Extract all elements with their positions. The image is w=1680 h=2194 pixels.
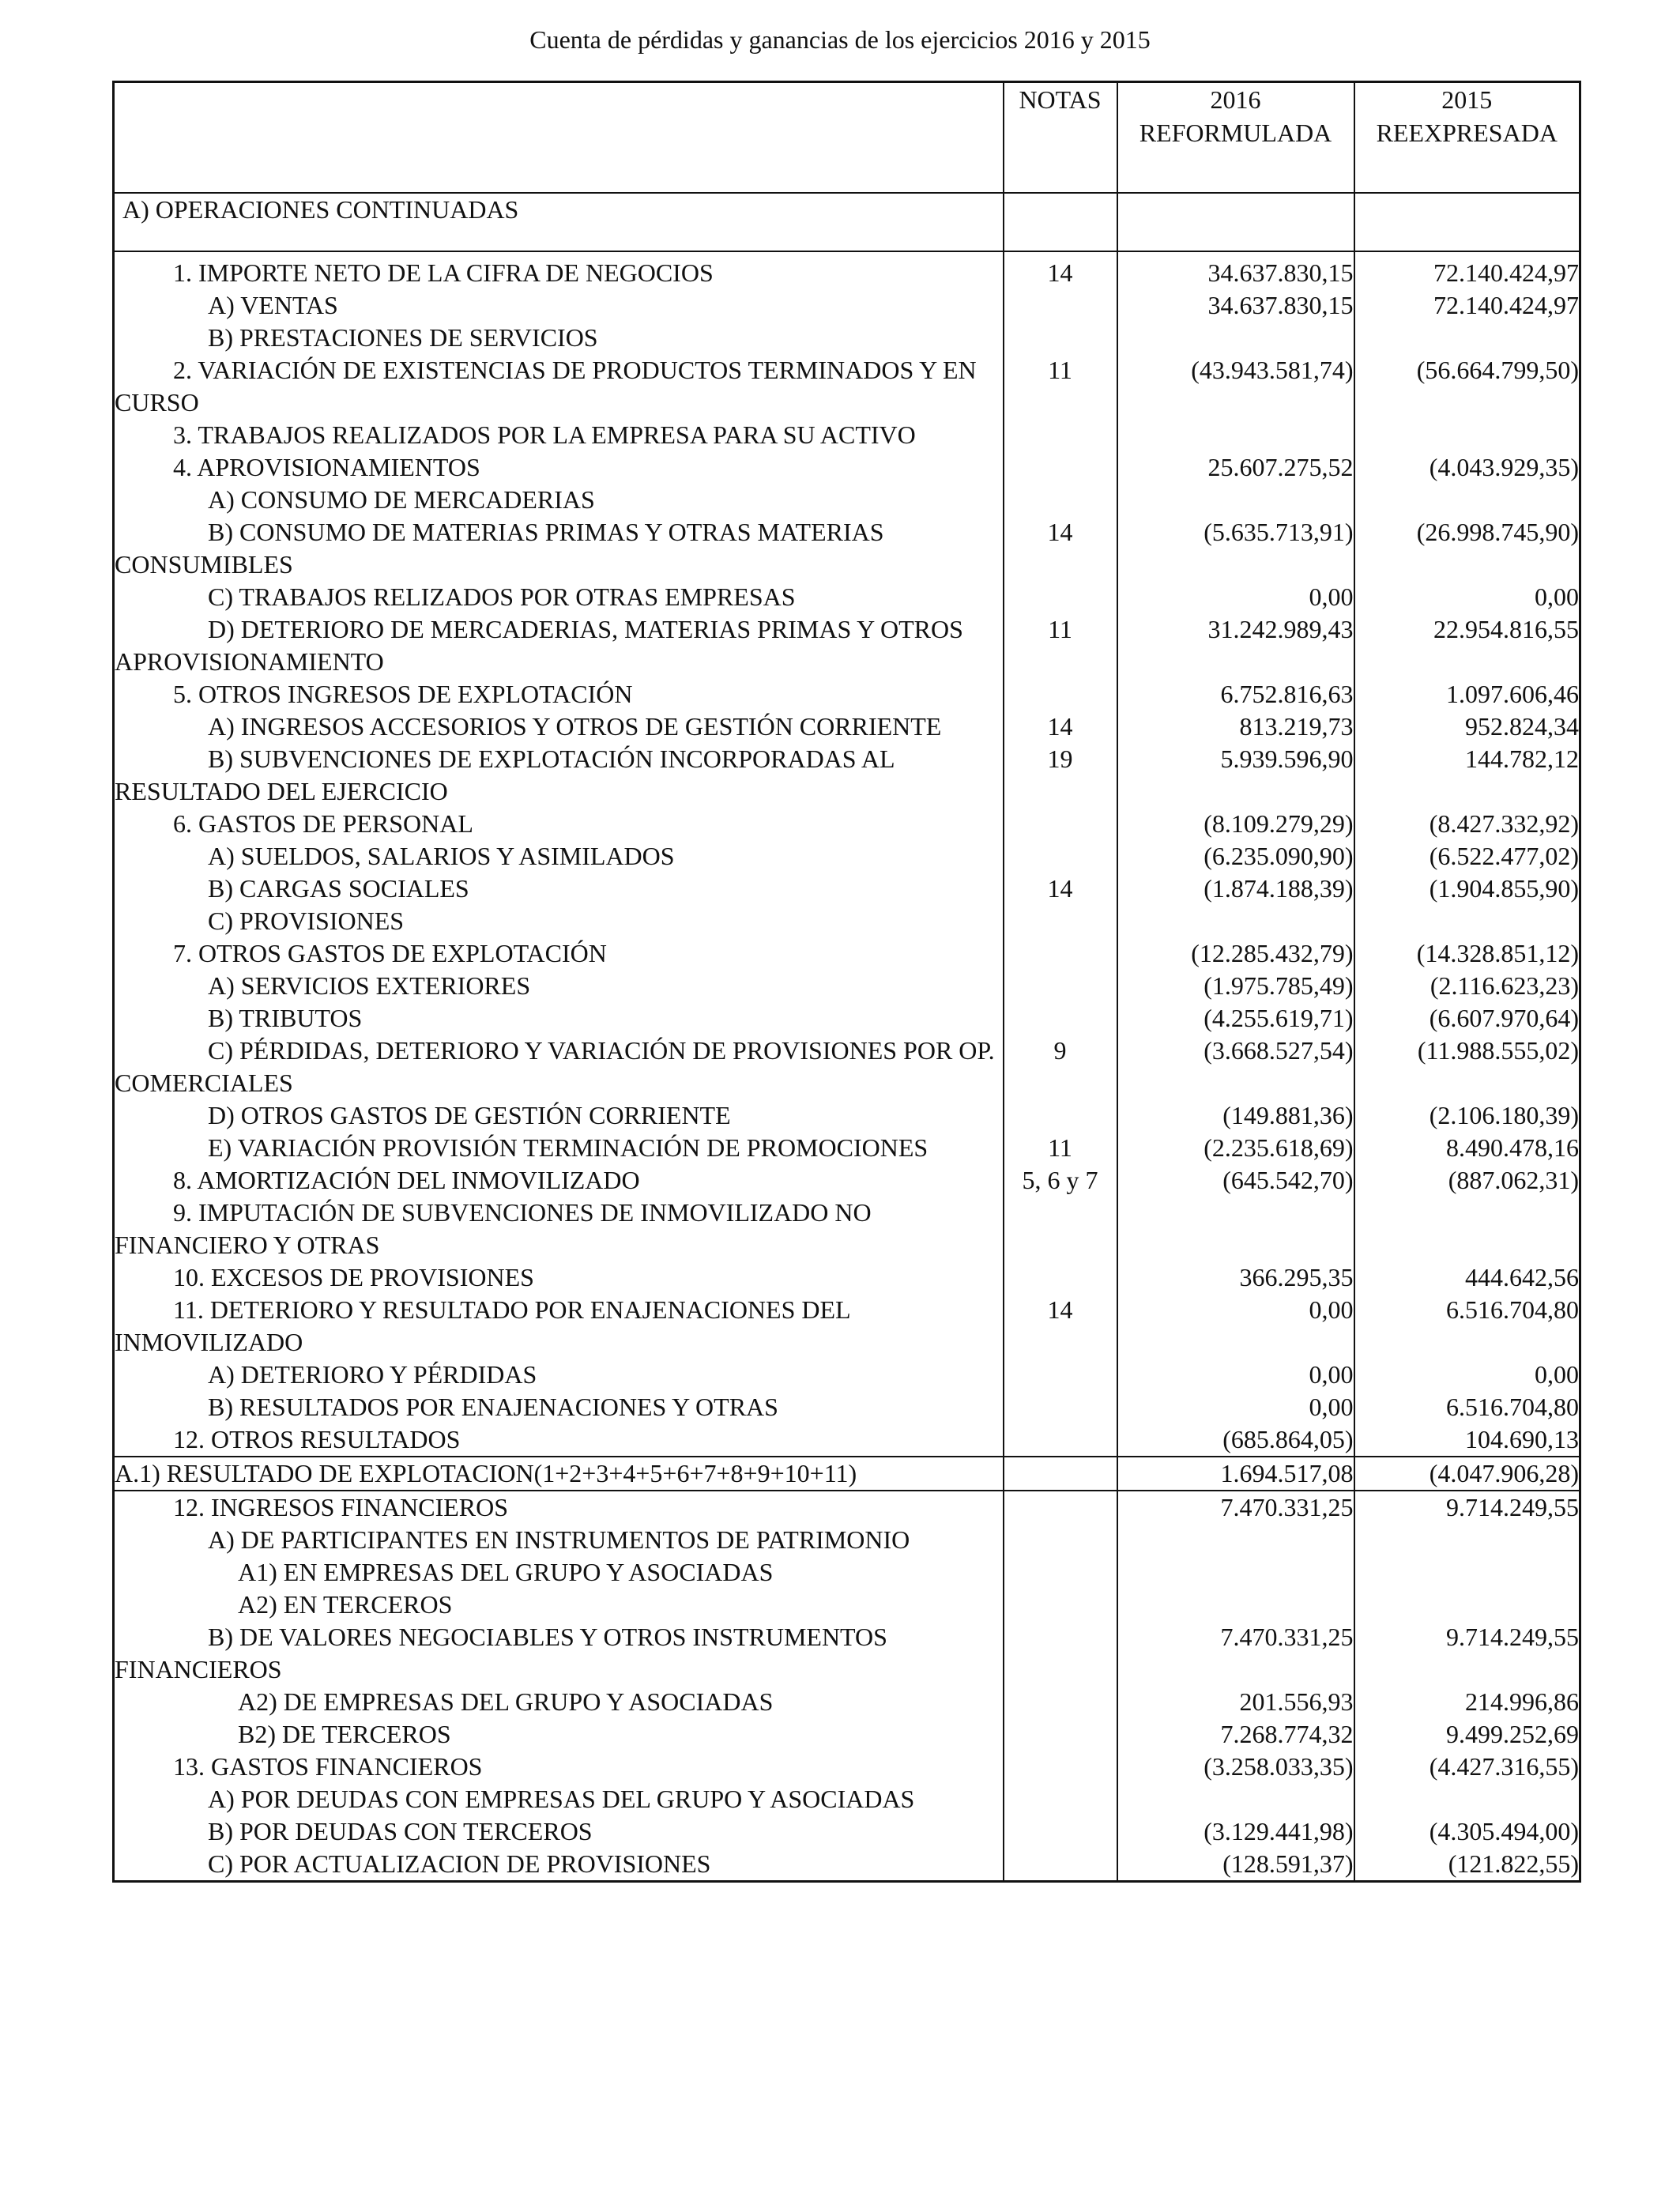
row-value-2015 (1354, 905, 1580, 937)
row-value-2016: 813.219,73 (1117, 711, 1354, 743)
row-label-cell (114, 1164, 1004, 1197)
row-nota: 11 (1004, 613, 1117, 678)
row-label-cell (114, 1524, 1004, 1556)
row-label-cell (114, 1457, 1004, 1491)
row-value-2015: (2.106.180,39) (1354, 1099, 1580, 1132)
row-value-2016: (4.255.619,71) (1117, 1002, 1354, 1035)
table-row (114, 1164, 1580, 1197)
row-nota: 14 (1004, 251, 1117, 289)
row-value-2016 (1117, 1589, 1354, 1621)
table-row (114, 1848, 1580, 1882)
row-nota (1004, 1457, 1117, 1491)
row-label: B) TRIBUTOS (208, 1004, 363, 1032)
table-row (114, 1035, 1580, 1099)
row-label: B) RESULTADOS POR ENAJENACIONES Y OTRAS (208, 1393, 778, 1421)
row-label: B2) DE TERCEROS (238, 1720, 451, 1748)
row-label: A) SERVICIOS EXTERIORES (208, 971, 531, 1000)
row-label: A) INGRESOS ACCESORIOS Y OTROS DE GESTIÓN CORRIENTE (208, 712, 942, 741)
row-value-2016: (128.591,37) (1117, 1848, 1354, 1882)
row-label: A) SUELDOS, SALARIOS Y ASIMILADOS (208, 842, 675, 870)
row-value-2015 (1354, 419, 1580, 451)
row-label-cell (114, 451, 1004, 484)
row-nota (1004, 1751, 1117, 1783)
row-value-2016: (1.975.785,49) (1117, 970, 1354, 1002)
row-value-2015: (11.988.555,02) (1354, 1035, 1580, 1099)
table-row (114, 1294, 1580, 1359)
row-nota (1004, 1686, 1117, 1718)
row-value-2016: 34.637.830,15 (1117, 289, 1354, 322)
row-value-2016 (1117, 419, 1354, 451)
row-label-cell (114, 1815, 1004, 1848)
row-nota: 14 (1004, 711, 1117, 743)
header-2016 (1117, 82, 1354, 194)
row-label-cell (114, 1423, 1004, 1457)
row-value-2015: (8.427.332,92) (1354, 808, 1580, 840)
row-label-cell (114, 1621, 1004, 1686)
row-nota (1004, 1556, 1117, 1589)
row-value-2015: (121.822,55) (1354, 1848, 1580, 1882)
row-label-cell (114, 743, 1004, 808)
row-label-cell (114, 808, 1004, 840)
row-label-cell (114, 905, 1004, 937)
row-nota: 9 (1004, 1035, 1117, 1099)
row-label-cell (114, 613, 1004, 678)
header-2015-year: 2015 (1441, 85, 1493, 114)
row-label: 8. AMORTIZACIÓN DEL INMOVILIZADO (173, 1166, 640, 1194)
row-value-2015: (4.043.929,35) (1354, 451, 1580, 484)
row-label: 10. EXCESOS DE PROVISIONES (173, 1263, 534, 1291)
row-value-2016: (5.635.713,91) (1117, 516, 1354, 581)
row-value-2016: (685.864,05) (1117, 1423, 1354, 1457)
row-label-cell (114, 1589, 1004, 1621)
row-label: 11. DETERIORO Y RESULTADO POR ENAJENACIONES DEL INMOVILIZADO (115, 1295, 850, 1356)
section-2016 (1117, 193, 1354, 251)
table-row (114, 1491, 1580, 1524)
row-label-cell (114, 322, 1004, 354)
row-label: A) VENTAS (208, 291, 338, 319)
row-nota (1004, 937, 1117, 970)
table-row (114, 1686, 1580, 1718)
row-value-2015: (2.116.623,23) (1354, 970, 1580, 1002)
row-value-2016: 34.637.830,15 (1117, 251, 1354, 289)
row-nota (1004, 840, 1117, 873)
row-value-2016 (1117, 1197, 1354, 1261)
header-2015 (1354, 82, 1580, 194)
table-row (114, 354, 1580, 419)
row-label: B) CONSUMO DE MATERIAS PRIMAS Y OTRAS MATERIAS CONSUMIBLES (115, 518, 884, 579)
row-value-2016: 7.268.774,32 (1117, 1718, 1354, 1751)
section-label: A) OPERACIONES CONTINUADAS (114, 193, 1004, 251)
row-nota: 5, 6 y 7 (1004, 1164, 1117, 1197)
row-label-cell (114, 1294, 1004, 1359)
row-label: A1) EN EMPRESAS DEL GRUPO Y ASOCIADAS (238, 1558, 774, 1586)
table-row (114, 1524, 1580, 1556)
row-value-2016 (1117, 1783, 1354, 1815)
table-row (114, 1718, 1580, 1751)
row-value-2016: (6.235.090,90) (1117, 840, 1354, 873)
row-nota (1004, 678, 1117, 711)
table-row (114, 743, 1580, 808)
row-label: D) DETERIORO DE MERCADERIAS, MATERIAS PRIMAS Y OTROS APROVISIONAMIENTO (115, 615, 963, 676)
row-value-2015 (1354, 1589, 1580, 1621)
row-nota (1004, 1524, 1117, 1556)
table-row (114, 1751, 1580, 1783)
row-nota (1004, 1491, 1117, 1524)
row-value-2015: 1.097.606,46 (1354, 678, 1580, 711)
table-row (114, 711, 1580, 743)
row-label-cell (114, 581, 1004, 613)
row-label: B) CARGAS SOCIALES (208, 874, 469, 903)
row-nota: 19 (1004, 743, 1117, 808)
table-row (114, 1556, 1580, 1589)
row-nota (1004, 1848, 1117, 1882)
row-label: A2) DE EMPRESAS DEL GRUPO Y ASOCIADAS (238, 1687, 774, 1716)
section-2015 (1354, 193, 1580, 251)
row-label: A) DETERIORO Y PÉRDIDAS (208, 1360, 537, 1389)
table-row (114, 289, 1580, 322)
row-nota (1004, 905, 1117, 937)
row-label-cell (114, 1718, 1004, 1751)
row-label-cell (114, 1391, 1004, 1423)
row-label-cell (114, 711, 1004, 743)
row-nota (1004, 1261, 1117, 1294)
row-label: B) POR DEUDAS CON TERCEROS (208, 1817, 593, 1845)
row-value-2015: 104.690,13 (1354, 1423, 1580, 1457)
row-label-cell (114, 516, 1004, 581)
row-value-2015: (1.904.855,90) (1354, 873, 1580, 905)
row-label: 12. OTROS RESULTADOS (173, 1425, 461, 1453)
row-value-2015: (4.047.906,28) (1354, 1457, 1580, 1491)
row-nota (1004, 1391, 1117, 1423)
row-label: 6. GASTOS DE PERSONAL (173, 809, 473, 838)
row-label-cell (114, 1359, 1004, 1391)
row-value-2016: (8.109.279,29) (1117, 808, 1354, 840)
row-value-2016: 7.470.331,25 (1117, 1491, 1354, 1524)
table-row (114, 840, 1580, 873)
row-nota: 11 (1004, 354, 1117, 419)
header-2016-label: REFORMULADA (1139, 119, 1332, 147)
row-label: 7. OTROS GASTOS DE EXPLOTACIÓN (173, 939, 607, 967)
table-row (114, 251, 1580, 289)
header-2016-year: 2016 (1210, 85, 1261, 114)
row-nota (1004, 808, 1117, 840)
row-value-2015: (6.522.477,02) (1354, 840, 1580, 873)
row-label: 5. OTROS INGRESOS DE EXPLOTACIÓN (173, 680, 633, 708)
table-row (114, 516, 1580, 581)
row-label-cell (114, 1686, 1004, 1718)
row-label: 12. INGRESOS FINANCIEROS (173, 1493, 509, 1521)
row-label-cell (114, 873, 1004, 905)
row-value-2016: (645.542,70) (1117, 1164, 1354, 1197)
row-value-2016: 6.752.816,63 (1117, 678, 1354, 711)
table-row (114, 581, 1580, 613)
row-value-2015: (887.062,31) (1354, 1164, 1580, 1197)
header-2015-label: REEXPRESADA (1376, 119, 1558, 147)
row-label: 4. APROVISIONAMIENTOS (173, 453, 480, 481)
row-label: A) DE PARTICIPANTES EN INSTRUMENTOS DE PATRIMONIO (208, 1525, 910, 1554)
section-row (114, 193, 1580, 251)
table-row (114, 1815, 1580, 1848)
row-value-2016: (43.943.581,74) (1117, 354, 1354, 419)
row-value-2015 (1354, 1556, 1580, 1589)
section-nota (1004, 193, 1117, 251)
table-row (114, 970, 1580, 1002)
row-value-2015: 6.516.704,80 (1354, 1294, 1580, 1359)
row-label-cell (114, 1556, 1004, 1589)
row-label: B) DE VALORES NEGOCIABLES Y OTROS INSTRUMENTOS FINANCIEROS (115, 1623, 887, 1683)
row-label-cell (114, 678, 1004, 711)
row-label: A) POR DEUDAS CON EMPRESAS DEL GRUPO Y ASOCIADAS (208, 1785, 915, 1813)
row-label: C) PÉRDIDAS, DETERIORO Y VARIACIÓN DE PROVISIONES POR OP. COMERCIALES (115, 1036, 995, 1097)
row-nota (1004, 1815, 1117, 1848)
row-nota: 14 (1004, 1294, 1117, 1359)
table-row (114, 451, 1580, 484)
row-value-2015: (4.427.316,55) (1354, 1751, 1580, 1783)
table-row (114, 1783, 1580, 1815)
row-nota (1004, 419, 1117, 451)
row-value-2015: 952.824,34 (1354, 711, 1580, 743)
row-nota (1004, 1359, 1117, 1391)
table-row (114, 419, 1580, 451)
row-value-2015: 9.499.252,69 (1354, 1718, 1580, 1751)
row-nota (1004, 581, 1117, 613)
row-value-2015: 214.996,86 (1354, 1686, 1580, 1718)
row-value-2015: 0,00 (1354, 1359, 1580, 1391)
row-nota (1004, 1099, 1117, 1132)
table-row (114, 484, 1580, 516)
row-value-2016: 25.607.275,52 (1117, 451, 1354, 484)
row-label: B) PRESTACIONES DE SERVICIOS (208, 323, 598, 352)
table-header-row (114, 82, 1580, 194)
table-row (114, 1261, 1580, 1294)
row-value-2015 (1354, 1524, 1580, 1556)
row-nota (1004, 289, 1117, 322)
table-row (114, 1002, 1580, 1035)
table-row (114, 678, 1580, 711)
row-value-2015: 8.490.478,16 (1354, 1132, 1580, 1164)
row-label: D) OTROS GASTOS DE GESTIÓN CORRIENTE (208, 1101, 731, 1129)
row-label-cell (114, 1783, 1004, 1815)
row-value-2016: (3.668.527,54) (1117, 1035, 1354, 1099)
row-value-2016: 5.939.596,90 (1117, 743, 1354, 808)
row-label-cell (114, 840, 1004, 873)
row-value-2016: (12.285.432,79) (1117, 937, 1354, 970)
table-row (114, 905, 1580, 937)
row-nota (1004, 1621, 1117, 1686)
table-row (114, 1391, 1580, 1423)
row-label: B) SUBVENCIONES DE EXPLOTACIÓN INCORPORADAS AL RESULTADO DEL EJERCICIO (115, 745, 895, 805)
row-label: C) PROVISIONES (208, 907, 405, 935)
row-value-2015: 9.714.249,55 (1354, 1491, 1580, 1524)
header-description (114, 82, 1004, 194)
row-value-2015: 0,00 (1354, 581, 1580, 613)
row-nota (1004, 484, 1117, 516)
row-nota (1004, 322, 1117, 354)
row-value-2016: (3.129.441,98) (1117, 1815, 1354, 1848)
table-row (114, 937, 1580, 970)
row-label: C) TRABAJOS RELIZADOS POR OTRAS EMPRESAS (208, 582, 796, 611)
row-value-2015: 72.140.424,97 (1354, 251, 1580, 289)
row-value-2016 (1117, 484, 1354, 516)
statement-rows (114, 251, 1580, 1882)
row-nota (1004, 1197, 1117, 1261)
row-label-cell (114, 970, 1004, 1002)
row-label-cell (114, 419, 1004, 451)
document-title: Cuenta de pérdidas y ganancias de los ejercicios 2016 y 2015 (529, 25, 1151, 54)
row-value-2015: 144.782,12 (1354, 743, 1580, 808)
row-label-cell (114, 1132, 1004, 1164)
row-value-2016: (1.874.188,39) (1117, 873, 1354, 905)
row-value-2016: 0,00 (1117, 1359, 1354, 1391)
row-label: 3. TRABAJOS REALIZADOS POR LA EMPRESA PARA SU ACTIVO (173, 420, 916, 449)
row-value-2016: (3.258.033,35) (1117, 1751, 1354, 1783)
header-notas: NOTAS (1004, 82, 1117, 194)
row-value-2016: 366.295,35 (1117, 1261, 1354, 1294)
row-nota (1004, 451, 1117, 484)
row-label-cell (114, 1035, 1004, 1099)
row-value-2015: 72.140.424,97 (1354, 289, 1580, 322)
row-nota (1004, 970, 1117, 1002)
row-nota (1004, 1589, 1117, 1621)
row-value-2015: 444.642,56 (1354, 1261, 1580, 1294)
row-value-2015: (14.328.851,12) (1354, 937, 1580, 970)
row-nota (1004, 1423, 1117, 1457)
table-row (114, 613, 1580, 678)
row-label-cell (114, 251, 1004, 289)
row-label-cell (114, 1491, 1004, 1524)
row-value-2016 (1117, 905, 1354, 937)
row-value-2016: 0,00 (1117, 1294, 1354, 1359)
table-row (114, 1197, 1580, 1261)
row-nota: 11 (1004, 1132, 1117, 1164)
row-label: E) VARIACIÓN PROVISIÓN TERMINACIÓN DE PROMOCIONES (208, 1133, 929, 1162)
row-label-cell (114, 1099, 1004, 1132)
row-label-cell (114, 484, 1004, 516)
row-label: 2. VARIACIÓN DE EXISTENCIAS DE PRODUCTOS TERMINADOS Y EN CURSO (115, 356, 977, 417)
row-value-2015: 22.954.816,55 (1354, 613, 1580, 678)
row-value-2016: 7.470.331,25 (1117, 1621, 1354, 1686)
table-row (114, 1423, 1580, 1457)
row-value-2015: 9.714.249,55 (1354, 1621, 1580, 1686)
row-label-cell (114, 1261, 1004, 1294)
income-statement-table (112, 81, 1581, 1883)
row-value-2016: (149.881,36) (1117, 1099, 1354, 1132)
table-row (114, 1621, 1580, 1686)
table-row (114, 1132, 1580, 1164)
row-nota (1004, 1718, 1117, 1751)
row-label-cell (114, 1848, 1004, 1882)
row-value-2015: (26.998.745,90) (1354, 516, 1580, 581)
row-value-2016 (1117, 1556, 1354, 1589)
row-nota: 14 (1004, 516, 1117, 581)
row-label: A.1) RESULTADO DE EXPLOTACION(1+2+3+4+5+6+7+8+9+10+11) (115, 1459, 857, 1487)
row-label-cell (114, 354, 1004, 419)
row-value-2016: 0,00 (1117, 1391, 1354, 1423)
row-value-2016 (1117, 1524, 1354, 1556)
row-value-2016: 201.556,93 (1117, 1686, 1354, 1718)
row-label-cell (114, 289, 1004, 322)
row-label: C) POR ACTUALIZACION DE PROVISIONES (208, 1849, 711, 1878)
row-label: 13. GASTOS FINANCIEROS (173, 1752, 483, 1781)
table-row (114, 322, 1580, 354)
row-value-2015 (1354, 1783, 1580, 1815)
row-label-cell (114, 1197, 1004, 1261)
row-label: 1. IMPORTE NETO DE LA CIFRA DE NEGOCIOS (173, 258, 714, 287)
result-row (114, 1457, 1580, 1491)
row-label: A) CONSUMO DE MERCADERIAS (208, 485, 595, 514)
row-value-2015 (1354, 484, 1580, 516)
row-label-cell (114, 937, 1004, 970)
row-value-2015: 6.516.704,80 (1354, 1391, 1580, 1423)
row-nota (1004, 1783, 1117, 1815)
row-value-2016: (2.235.618,69) (1117, 1132, 1354, 1164)
row-value-2015 (1354, 1197, 1580, 1261)
row-nota (1004, 1002, 1117, 1035)
row-value-2015: (56.664.799,50) (1354, 354, 1580, 419)
table-row (114, 808, 1580, 840)
row-value-2016 (1117, 322, 1354, 354)
row-label-cell (114, 1002, 1004, 1035)
row-label: 9. IMPUTACIÓN DE SUBVENCIONES DE INMOVILIZADO NO FINANCIERO Y OTRAS (115, 1198, 872, 1259)
table-row (114, 873, 1580, 905)
table-row (114, 1099, 1580, 1132)
row-value-2015 (1354, 322, 1580, 354)
row-value-2015: (4.305.494,00) (1354, 1815, 1580, 1848)
row-label: A2) EN TERCEROS (238, 1590, 453, 1619)
row-value-2016: 0,00 (1117, 581, 1354, 613)
table-row (114, 1589, 1580, 1621)
row-nota: 14 (1004, 873, 1117, 905)
row-value-2015: (6.607.970,64) (1354, 1002, 1580, 1035)
row-value-2016: 1.694.517,08 (1117, 1457, 1354, 1491)
row-value-2016: 31.242.989,43 (1117, 613, 1354, 678)
table-row (114, 1359, 1580, 1391)
row-label-cell (114, 1751, 1004, 1783)
